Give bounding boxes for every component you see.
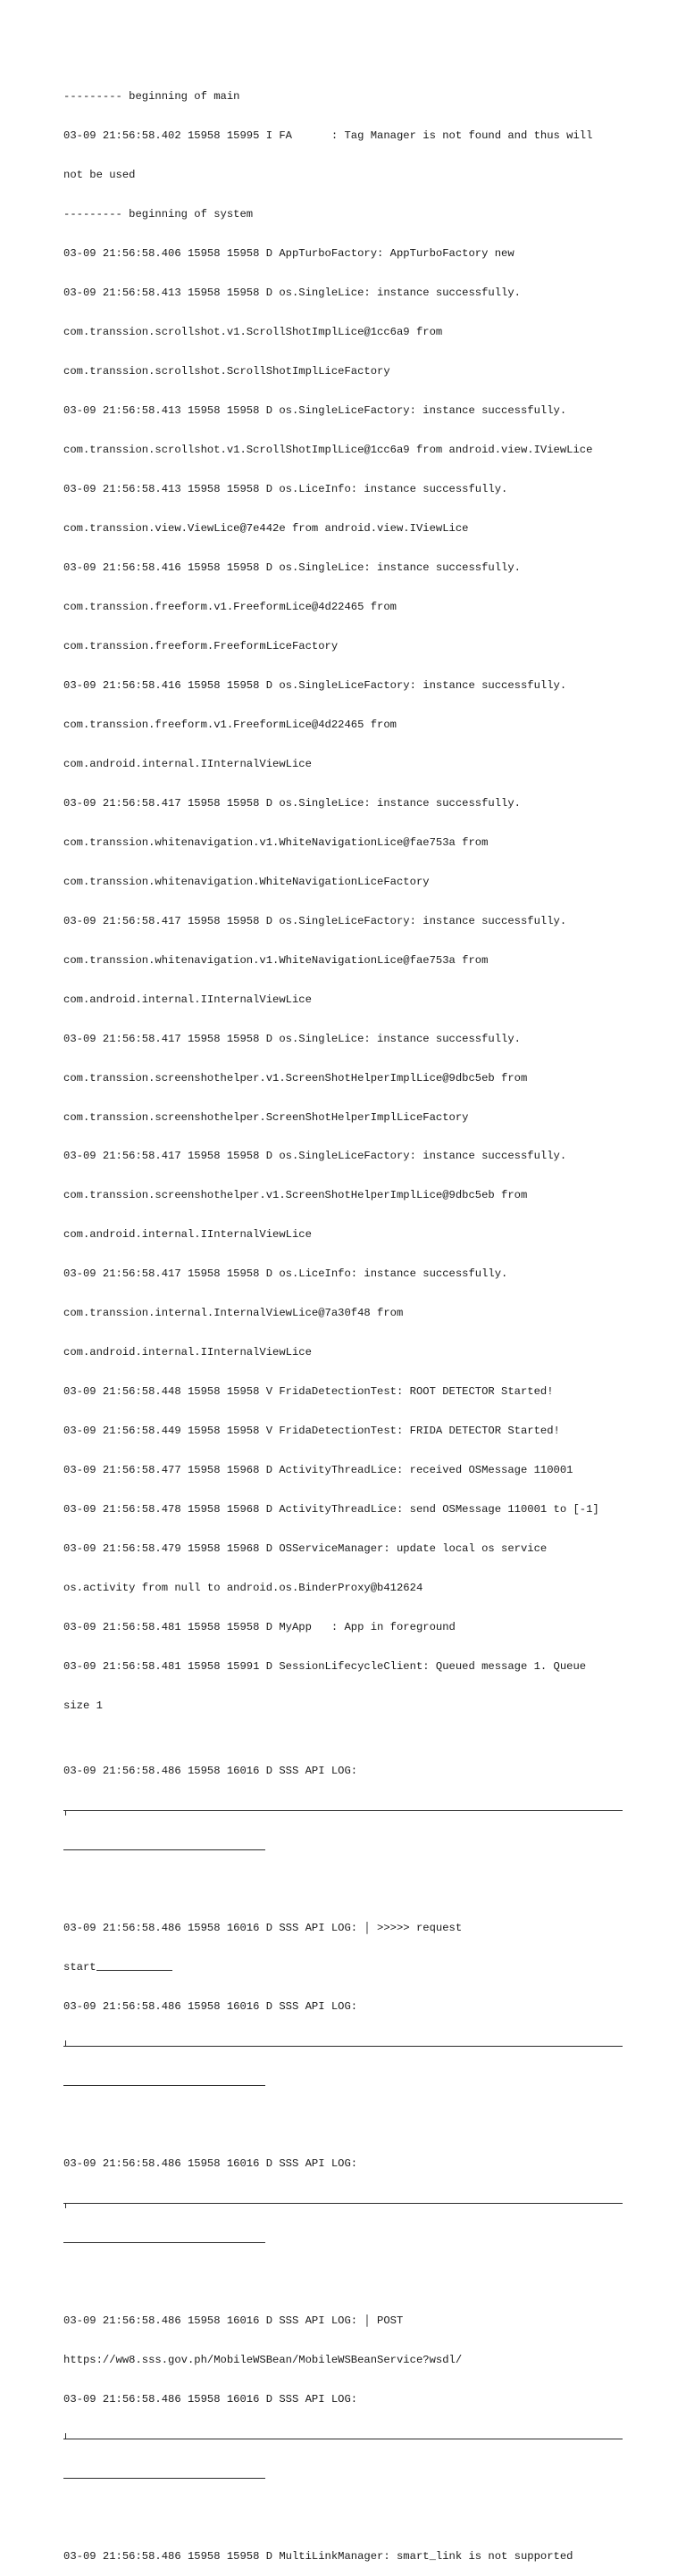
sss-log-request-line: 03-09 21:56:58.486 15958 16016 D SSS API LOG: │ >>>>> request <box>63 1922 463 1935</box>
log-line: 03-09 21:56:58.481 15958 15991 D SessionLifecycleClient: Queued message 1. Queue <box>63 1660 587 1674</box>
log-line: com.transsion.freeform.FreeformLiceFactory <box>63 639 339 652</box>
log-line: 03-09 21:56:58.479 15958 15968 D OSServiceManager: update local os service <box>63 1542 548 1556</box>
log-line: com.transsion.scrollshot.v1.ScrollShotImplLice@1cc6a9 from android.view.IViewLice <box>63 444 593 457</box>
sss-log-post-url: https://ww8.sss.gov.ph/MobileWSBean/MobileWSBeanService?wsdl/ <box>63 2353 463 2366</box>
log-output <box>63 64 626 2576</box>
log-line: 03-09 21:56:58.417 15958 15958 D os.SingleLice: instance successfully. <box>63 796 521 810</box>
request-tail-underline <box>96 1961 172 1971</box>
log-line: --------- beginning of system <box>63 208 254 221</box>
log-line: 03-09 21:56:58.417 15958 15958 D os.SingleLiceFactory: instance successfully. <box>63 914 567 927</box>
log-line: com.transsion.freeform.v1.FreeformLice@4d22465 from <box>63 718 397 731</box>
log-line: 03-09 21:56:58.417 15958 15958 D os.LiceInfo: instance successfully. <box>63 1267 508 1281</box>
log-line: com.transsion.internal.InternalViewLice@7a30f48 from <box>63 1307 404 1320</box>
sss-log-header: 03-09 21:56:58.486 15958 16016 D SSS API LOG: <box>63 2157 358 2170</box>
log-line: 03-09 21:56:58.402 15958 15995 I FA : Tag Manager is not found and thus will <box>63 129 593 143</box>
log-line: os.activity from null to android.os.BinderProxy@b412624 <box>63 1582 423 1595</box>
log-line: 03-09 21:56:58.478 15958 15968 D ActivityThreadLice: send OSMessage 110001 to [-1] <box>63 1503 599 1517</box>
blank-line <box>63 2275 626 2289</box>
box-top-border <box>63 1804 626 1817</box>
log-line: 03-09 21:56:58.449 15958 15958 V FridaDetectionTest: FRIDA DETECTOR Started! <box>63 1425 560 1438</box>
log-line: 03-09 21:56:58.416 15958 15958 D os.SingleLiceFactory: instance successfully. <box>63 678 567 692</box>
sss-log-header: 03-09 21:56:58.486 15958 16016 D SSS API LOG: <box>63 2392 358 2406</box>
sss-log-header: 03-09 21:56:58.486 15958 16016 D SSS API LOG: <box>63 1765 358 1778</box>
box-top-border <box>63 2197 626 2210</box>
log-line: com.transsion.screenshothelper.v1.ScreenShotHelperImplLice@9dbc5eb from <box>63 1189 528 1202</box>
log-line: 03-09 21:56:58.406 15958 15958 D AppTurboFactory: AppTurboFactory new <box>63 247 514 261</box>
request-tail-text: start <box>63 1961 96 1974</box>
blank-line <box>63 1882 626 1896</box>
log-line: 03-09 21:56:58.416 15958 15958 D os.SingleLice: instance successfully. <box>63 561 521 574</box>
log-line: --------- beginning of main <box>63 90 240 104</box>
log-line: com.transsion.view.ViewLice@7e442e from android.view.IViewLice <box>63 521 469 535</box>
box-border-continuation <box>63 2079 626 2092</box>
log-line: 03-09 21:56:58.481 15958 15958 D MyApp : App in foreground <box>63 1621 456 1634</box>
log-line: com.transsion.freeform.v1.FreeformLice@4d22465 from <box>63 600 397 613</box>
box-border-continuation <box>63 2236 626 2249</box>
log-line: 03-09 21:56:58.417 15958 15958 D os.SingleLice: instance successfully. <box>63 1032 521 1045</box>
log-line: 03-09 21:56:58.413 15958 15958 D os.SingleLiceFactory: instance successfully. <box>63 404 567 418</box>
log-line: 03-09 21:56:58.448 15958 15958 V FridaDetectionTest: ROOT DETECTOR Started! <box>63 1385 554 1399</box>
box-border-continuation <box>63 1843 626 1857</box>
log-line: com.transsion.whitenavigation.v1.WhiteNavigationLice@fae753a from <box>63 835 489 849</box>
log-line: com.transsion.whitenavigation.WhiteNavigationLiceFactory <box>63 875 430 888</box>
log-line: com.android.internal.IInternalViewLice <box>63 757 312 770</box>
log-line: com.android.internal.IInternalViewLice <box>63 1346 312 1359</box>
log-line: 03-09 21:56:58.477 15958 15968 D ActivityThreadLice: received OSMessage 110001 <box>63 1464 573 1477</box>
log-line: com.transsion.screenshothelper.v1.ScreenShotHelperImplLice@9dbc5eb from <box>63 1071 528 1084</box>
log-line: not be used <box>63 169 136 182</box>
box-bottom-border <box>63 2432 626 2446</box>
log-line: com.android.internal.IInternalViewLice <box>63 1228 312 1242</box>
log-line: com.transsion.whitenavigation.v1.WhiteNavigationLice@fae753a from <box>63 953 489 967</box>
log-line: com.transsion.scrollshot.ScrollShotImplLiceFactory <box>63 365 390 378</box>
log-line: size 1 <box>63 1699 103 1713</box>
log-line: com.transsion.scrollshot.v1.ScrollShotImplLice@1cc6a9 from <box>63 326 443 339</box>
box-border-continuation <box>63 2472 626 2485</box>
log-line: 03-09 21:56:58.413 15958 15958 D os.LiceInfo: instance successfully. <box>63 483 508 495</box>
sss-log-header: 03-09 21:56:58.486 15958 16016 D SSS API LOG: <box>63 2000 358 2014</box>
log-line: com.transsion.screenshothelper.ScreenShotHelperImplLiceFactory <box>63 1110 469 1124</box>
log-line: com.android.internal.IInternalViewLice <box>63 993 312 1006</box>
box-bottom-border <box>63 2040 626 2053</box>
blank-line <box>63 2118 626 2131</box>
log-line-final: 03-09 21:56:58.486 15958 15958 D MultiLinkManager: smart_link is not supported <box>63 2549 573 2563</box>
sss-log-post-line: 03-09 21:56:58.486 15958 16016 D SSS API LOG: │ POST <box>63 2314 404 2327</box>
sss-log-request-tail <box>63 1961 626 1974</box>
log-line: 03-09 21:56:58.413 15958 15958 D os.SingleLice: instance successfully. <box>63 287 521 300</box>
log-line: 03-09 21:56:58.417 15958 15958 D os.SingleLiceFactory: instance successfully. <box>63 1150 567 1163</box>
blank-line <box>63 2511 626 2524</box>
